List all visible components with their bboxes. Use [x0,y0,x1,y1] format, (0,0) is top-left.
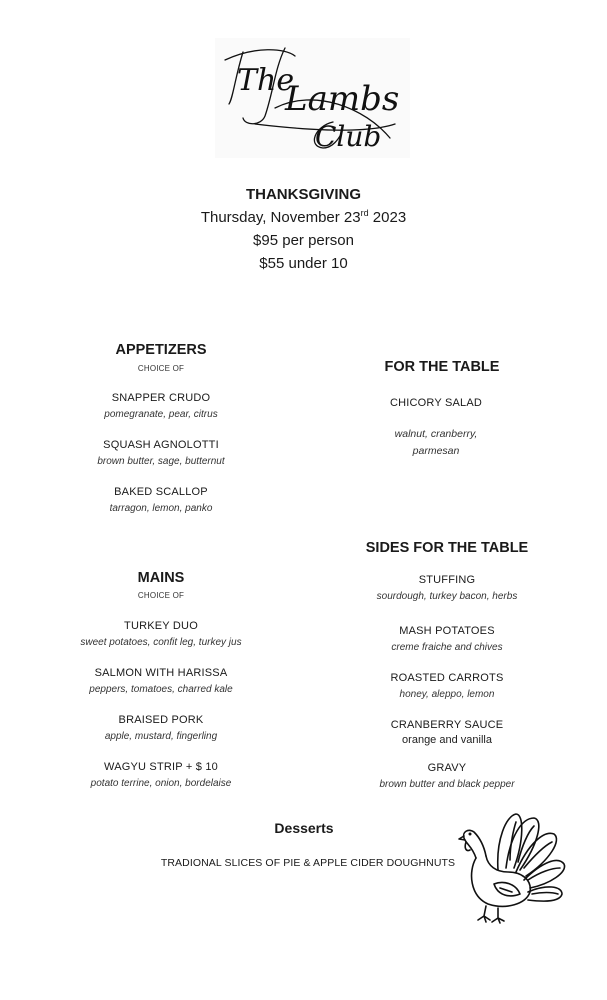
appetizer-desc: pomegranate, pear, citrus [104,409,218,420]
for-the-table-item-name: CHICORY SALAD [389,397,483,409]
for-the-table-item-desc: parmesan [412,445,460,457]
turkey-icon [458,810,568,925]
side-name: MASH POTATOES [399,625,495,637]
side-desc: brown butter and black pepper [379,779,515,790]
for-the-table-item-desc: walnut, cranberry, [394,428,478,440]
appetizer-name: SQUASH AGNOLOTTI [103,439,219,451]
price-adult: $95 per person [253,232,354,249]
side-desc: honey, aleppo, lemon [399,689,495,700]
event-date-prefix: Thursday, November 23 [200,209,361,226]
side-desc: orange and vanilla [402,734,492,746]
appetizer-name: BAKED SCALLOP [114,486,208,498]
main-name: TURKEY DUO [124,620,198,632]
desserts-title: Desserts [274,820,334,836]
event-date-suffix: rd [360,208,369,218]
appetizer-desc: brown butter, sage, butternut [97,456,225,467]
desserts-desc: TRADIONAL SLICES OF PIE & APPLE CIDER DOUGHNUTS [160,857,456,869]
main-name: SALMON WITH HARISSA [94,667,228,679]
logo-script-icon [215,38,410,158]
sides-title: SIDES FOR THE TABLE [365,540,529,556]
side-name: STUFFING [418,574,476,586]
side-desc: sourdough, turkey bacon, herbs [376,591,518,602]
turkey-illustration [458,810,568,925]
side-name: CRANBERRY SAUCE [390,719,504,731]
event-date [0,208,607,226]
appetizer-name: SNAPPER CRUDO [111,392,211,404]
main-desc: potato terrine, onion, bordelaise [90,778,232,789]
event-date-year: 2023 [368,209,407,226]
side-name: GRAVY [427,762,467,774]
event-title: THANKSGIVING [245,186,361,203]
side-name: ROASTED CARROTS [390,672,504,684]
main-name: BRAISED PORK [118,714,204,726]
appetizers-choice: CHOICE OF [137,364,185,373]
mains-choice: CHOICE OF [137,591,185,600]
main-name: WAGYU STRIP + $ 10 [104,761,218,773]
side-desc: creme fraiche and chives [391,642,503,653]
appetizers-title: APPETIZERS [115,342,207,358]
price-child: $55 under 10 [259,255,348,272]
logo-word-the: The [237,63,295,98]
main-desc: peppers, tomatoes, charred kale [89,684,233,695]
restaurant-logo [215,38,410,158]
main-desc: apple, mustard, fingerling [104,731,218,742]
mains-title: MAINS [137,570,185,586]
for-the-table-title: FOR THE TABLE [384,359,500,375]
logo-word-lambs: Lambs [285,79,400,119]
appetizer-desc: tarragon, lemon, panko [109,503,213,514]
main-desc: sweet potatoes, confit leg, turkey jus [80,637,242,648]
logo-word-club: Club [315,120,382,153]
